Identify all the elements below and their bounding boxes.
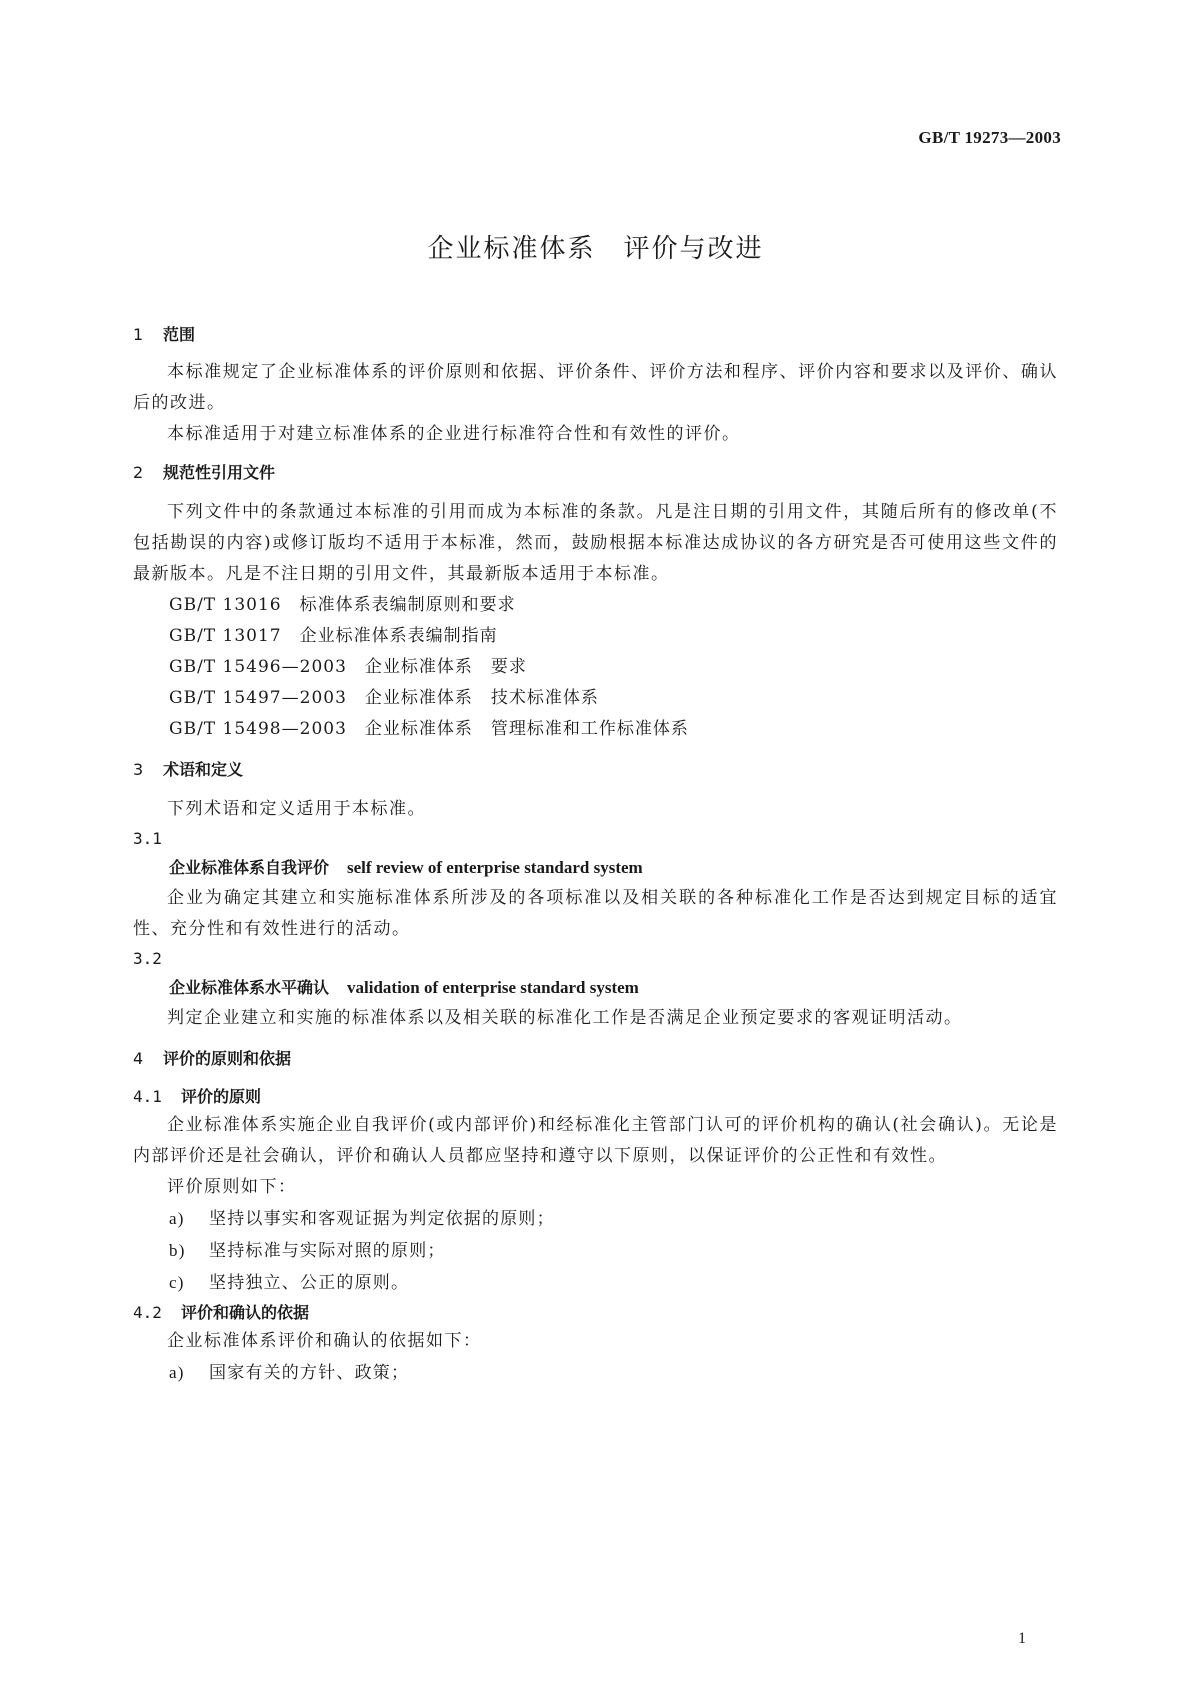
subsection-title: 评价和确认的依据 bbox=[181, 1303, 310, 1322]
list-item bbox=[133, 1235, 1058, 1267]
reference-item: GB/T 15498—2003 企业标准体系 管理标准和工作标准体系 bbox=[169, 719, 689, 739]
reference-item: GB/T 15496—2003 企业标准体系 要求 bbox=[169, 657, 527, 677]
paragraph: 本标准适用于对建立标准体系的企业进行标准符合性和有效性的评价。 bbox=[167, 424, 741, 444]
list-label: a) bbox=[169, 1209, 185, 1228]
section-number: 1 bbox=[133, 325, 144, 344]
paragraph: 企业标准体系评价和确认的依据如下： bbox=[167, 1331, 482, 1351]
standard-number: GB/T 19273—2003 bbox=[918, 128, 1061, 147]
section-number: 3 bbox=[133, 760, 144, 779]
term-entry bbox=[133, 852, 1058, 883]
section-heading-terms bbox=[133, 757, 1058, 780]
term-chinese: 企业标准体系水平确认 bbox=[169, 978, 330, 997]
list-label: a) bbox=[169, 1363, 185, 1382]
term-number: 3.1 bbox=[133, 829, 162, 848]
term-entry bbox=[133, 972, 1058, 1003]
term-definition: 企业为确定其建立和实施标准体系所涉及的各项标准以及相关联的各种标准化工作是否达到规定目标的适宜性、充分性和有效性进行的活动。 bbox=[133, 888, 1058, 939]
paragraph: 企业标准体系实施企业自我评价(或内部评价)和经标准化主管部门认可的评价机构的确认(社会确认)。无论是内部评价还是社会确认，评价和确认人员都应坚持和遵守以下原则，以保证评价的公正性和有效性。 bbox=[133, 1115, 1058, 1166]
list-item bbox=[133, 1203, 1058, 1235]
section-number: 2 bbox=[133, 463, 144, 482]
term-definition: 判定企业建立和实施的标准体系以及相关联的标准化工作是否满足企业预定要求的客观证明活动。 bbox=[167, 1008, 963, 1028]
term-number: 3.2 bbox=[133, 949, 162, 968]
paragraph: 下列文件中的条款通过本标准的引用而成为本标准的条款。凡是注日期的引用文件，其随后所有的修改单(不包括勘误的内容)或修订版均不适用于本标准，然而，鼓励根据本标准达成协议的各方研究是否可使用这些文件的最新版本。凡是不注日期的引用文件，其最新版本适用于本标准。 bbox=[133, 502, 1058, 584]
subsection-number: 4.1 bbox=[133, 1087, 162, 1106]
document-body bbox=[133, 322, 1058, 1389]
paragraph: 评价原则如下： bbox=[167, 1177, 297, 1197]
section-heading-normative-references bbox=[133, 460, 1058, 483]
list-text: 坚持以事实和客观证据为判定依据的原则； bbox=[209, 1209, 555, 1229]
subsection-heading-basis bbox=[133, 1299, 1058, 1326]
section-heading-scope bbox=[133, 322, 1058, 345]
reference-item: GB/T 13017 企业标准体系表编制指南 bbox=[169, 626, 498, 646]
reference-item: GB/T 15497—2003 企业标准体系 技术标准体系 bbox=[169, 688, 599, 708]
reference-item: GB/T 13016 标准体系表编制原则和要求 bbox=[169, 595, 516, 615]
paragraph: 本标准规定了企业标准体系的评价原则和依据、评价条件、评价方法和程序、评价内容和要求以及评价、确认后的改进。 bbox=[133, 362, 1058, 413]
list-item bbox=[133, 1357, 1058, 1389]
section-title: 术语和定义 bbox=[163, 760, 244, 779]
document-title: 企业标准体系 评价与改进 bbox=[427, 234, 764, 264]
paragraph: 下列术语和定义适用于本标准。 bbox=[167, 799, 426, 819]
list-text: 坚持独立、公正的原则。 bbox=[209, 1273, 410, 1293]
subsection-heading-principles bbox=[133, 1083, 1058, 1110]
list-text: 国家有关的方针、政策； bbox=[209, 1363, 410, 1383]
subsection-title: 评价的原则 bbox=[181, 1087, 262, 1106]
term-chinese: 企业标准体系自我评价 bbox=[169, 858, 330, 877]
list-text: 坚持标准与实际对照的原则； bbox=[209, 1241, 446, 1261]
section-heading-principles bbox=[133, 1046, 1058, 1069]
section-title: 范围 bbox=[163, 325, 196, 344]
section-number: 4 bbox=[133, 1049, 144, 1068]
section-title: 规范性引用文件 bbox=[163, 463, 276, 482]
section-title: 评价的原则和依据 bbox=[163, 1049, 292, 1068]
page-number: 1 bbox=[1018, 1630, 1026, 1647]
subsection-number: 4.2 bbox=[133, 1303, 162, 1322]
list-label: c) bbox=[169, 1273, 185, 1292]
term-english: validation of enterprise standard system bbox=[347, 978, 639, 997]
term-english: self review of enterprise standard system bbox=[347, 858, 643, 877]
list-item bbox=[133, 1267, 1058, 1299]
list-label: b) bbox=[169, 1241, 186, 1260]
